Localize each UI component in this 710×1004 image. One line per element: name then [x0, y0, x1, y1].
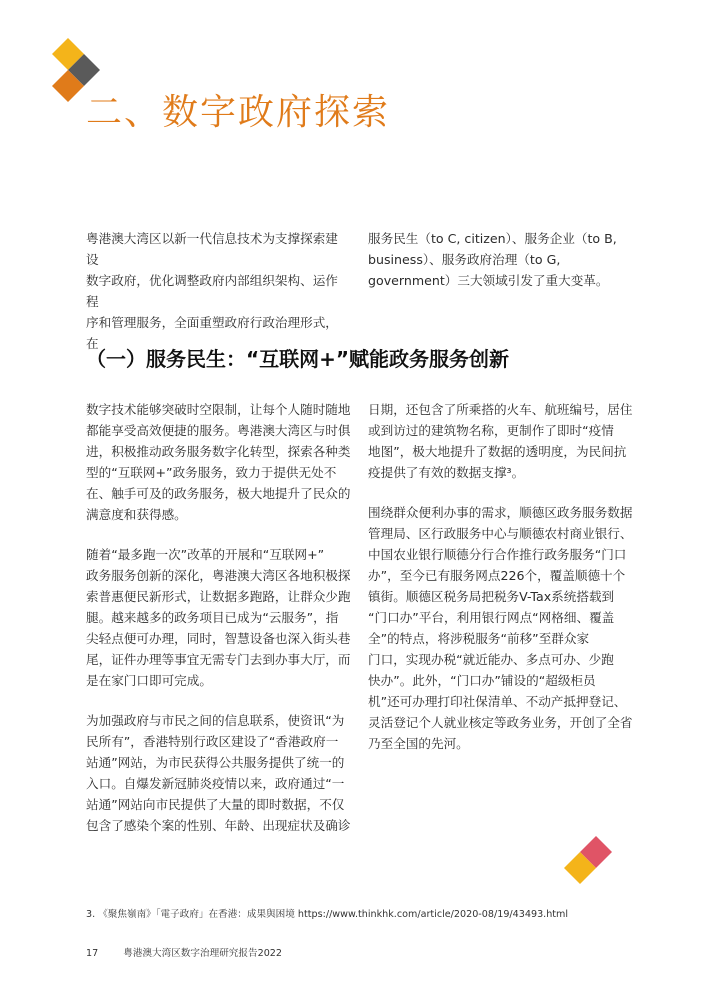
section-heading: （一）服务民生：“互联网+”赋能政务服务创新 — [86, 347, 510, 371]
page-title: 二、数字政府探索 — [86, 92, 391, 133]
left-paragraph-3: 为加强政府与市民之间的信息联系，使资讯“为 民所有”，香港特别行政区建设了“香港政府一 站通”网站，为市民获得公共服务提供了统一的 入口。自爆发新冠肺炎疫情以来，政府通过“一 站通”网站向市民提供了大量的即时数据，不仅 包含了感染个案的性别、年龄、出现症状及确诊 — [86, 713, 351, 833]
page-number: 17 — [86, 948, 99, 959]
right-paragraph-2: 围绕群众便利办事的需求，顺德区政务服务数据 管理局、区行政服务中心与顺德农村商业银行、 中国农业银行顺德分行合作推行政务服务“门口 办”，至今已有服务网点226个，覆盖顺德十个 镇街。顺德区税务局把税务V-Tax系统搭载到 “门口办”平台，利用银行网点“网格细、覆盖 全”的特点，将涉税服务“前移”至群众家 门口，实现办税“就近能办、多点可办、少跑 快办”。此外，“门口办”铺设的“超级柜员 机”还可办理打印社保清单、不动产抵押登记、 灵活登记个人就业核定等政务业务，开创了全省 乃至全国的先河。 — [368, 505, 633, 751]
left-paragraph-1: 数字技术能够突破时空限制，让每个人随时随地 都能享受高效便捷的服务。粤港澳大湾区与时俱 进，积极推动政务服务数字化转型，探索各种类 型的“互联网+”政务服务，致力于提供无处不 在、触手可及的政务服务，极大地提升了民众的 满意度和获得感。 — [86, 402, 351, 522]
intro-right-text: 服务民生（to C, citizen）、服务企业（to B, business）、服务政府治理（to G, government）三大领域引发了重大变革。 — [368, 231, 617, 288]
report-title: 粤港澳大湾区数字治理研究报告2022 — [123, 948, 283, 959]
page-footer — [86, 945, 282, 959]
footnote: 3. 《聚焦嶺南》「電子政府」在香港：成果與困境 https://www.thinkhk.com/article/2020-08/19/43493.html — [86, 909, 569, 920]
left-paragraph-2: 随着“最多跑一次”改革的开展和“互联网+” 政务服务创新的深化，粤港澳大湾区各地积极探 索普惠便民新形式，让数据多跑路，让群众少跑 腿。越来越多的政务项目已成为“云服务”，指 尖轻点便可办理，同时，智慧设备也深入街头巷 尾，证件办理等事宜无需专门去到办事大厅，而 是在家门口即可完成。 — [86, 547, 351, 688]
left-column — [86, 399, 354, 855]
right-paragraph-1: 日期，还包含了所乘搭的火车、航班编号，居住 或到访过的建筑物名称，更制作了即时“疫情 地图”，极大地提升了数据的透明度，为民间抗 疫提供了有效的数据支撑³。 — [368, 402, 633, 480]
diamond-accent-icon — [562, 834, 614, 890]
intro-left-text: 粤港澳大湾区以新一代信息技术为支撑探索建设 数字政府，优化调整政府内部组织架构、运作程 序和管理服务，全面重塑政府行政治理形式，在 — [86, 231, 338, 351]
right-column — [368, 399, 636, 773]
